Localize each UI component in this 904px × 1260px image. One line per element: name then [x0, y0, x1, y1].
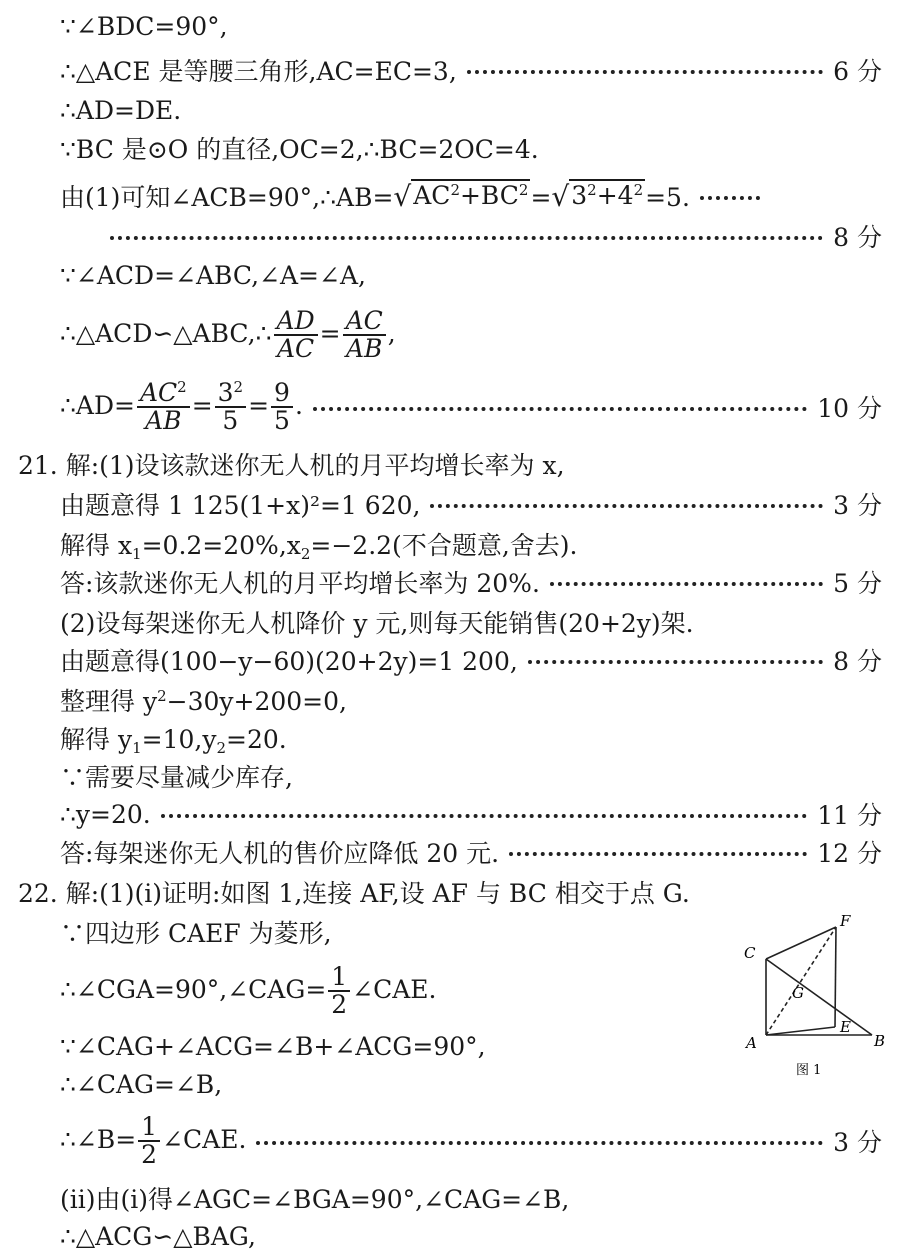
label-b: B: [874, 1032, 886, 1050]
fraction: $\frac{1}{2}$: [328, 964, 350, 1019]
q22-angle-b: [60, 1112, 882, 1170]
statement: ∴AD= $\frac{AC^2}{AB}$ = $\frac{3^2}{5}$ = $\frac{9}{5}$ .: [60, 377, 303, 435]
fraction: $\frac{1}{2}$: [138, 1114, 160, 1169]
line-ad-value: [60, 378, 882, 436]
q21-heading: [18, 444, 882, 484]
segment-ae: [766, 1027, 835, 1035]
statement: ∴y=20.: [60, 799, 151, 829]
fraction: $\frac{AC}{AB}$: [343, 308, 386, 363]
segment-cf: [766, 927, 836, 959]
sqrt-expression: √ $AC^2+BC^2$: [393, 180, 529, 213]
statement: ∴△ACG∽△BAG,: [60, 1221, 256, 1251]
q21-conclusion: [60, 794, 882, 834]
figure-1: [740, 912, 890, 1082]
q21-part2: [60, 602, 882, 642]
statement: 解得 $y_1=10,y_2=20$.: [60, 724, 287, 757]
q21-equation-2: [60, 640, 882, 680]
line-similar: [60, 306, 882, 364]
q21-solution-x: [60, 524, 882, 564]
fraction: $\frac{AC^2}{AB}$: [137, 380, 190, 435]
dot-leader: [509, 852, 807, 856]
q21-simplify: [60, 680, 882, 720]
fraction: $\frac{AD}{AC}$: [274, 308, 318, 363]
segment-cb: [766, 959, 872, 1035]
q22-similar: [60, 1216, 882, 1256]
statement: 答:每架迷你无人机的售价应降低 20 元.: [60, 839, 500, 868]
q21-solution-y: [60, 718, 882, 758]
statement: 21. 解:(1)设该款迷你无人机的月平均增长率为 x,: [18, 451, 565, 480]
line-ad-de: [60, 90, 882, 130]
statement: 由(1)可知∠ACB=90°,∴AB= √ $AC^2+BC^2$ = √ $3^2+4^2$ =5.: [60, 180, 690, 213]
statement: 答:该款迷你无人机的月平均增长率为 20%.: [60, 569, 540, 598]
dot-leader: [700, 196, 760, 200]
statement: 由题意得 1 125(1+x)²=1 620,: [60, 491, 421, 520]
line-ace-isosceles: [60, 50, 882, 90]
dot-leader: [256, 1141, 823, 1145]
line-bdc: [60, 6, 882, 46]
figure-caption: 图 1: [796, 1063, 822, 1078]
label-g: G: [792, 984, 804, 1002]
statement: ∴AD=DE.: [60, 95, 182, 125]
statement: ∵四边形 CAEF 为菱形,: [60, 919, 332, 948]
q21-equation: [60, 484, 882, 524]
label-f: F: [840, 912, 851, 930]
dot-leader: [550, 582, 823, 586]
q21-reason: [60, 756, 882, 796]
q22-angle-cga: [60, 962, 724, 1020]
line-angle-equal: [60, 255, 882, 295]
label-c: C: [744, 944, 756, 962]
dot-leader: [528, 660, 823, 664]
dot-leader: [467, 70, 823, 74]
score-mark: 11 分: [817, 801, 882, 830]
line-ab-sqrt: [60, 176, 882, 216]
statement: ∵∠ACD=∠ABC,∠A=∠A,: [60, 260, 366, 290]
q22-angle-sum: [60, 1026, 724, 1066]
q21-answer-1: [60, 562, 882, 602]
statement: ∴∠B= $\frac{1}{2}$ ∠CAE.: [60, 1111, 247, 1169]
statement: ∵BC 是⊙O 的直径,OC=2,∴BC=2OC=4.: [60, 135, 539, 164]
statement: 解得 $x_1=0.2=20\%,x_2=-2.2$(不合题意,舍去).: [60, 530, 578, 563]
line-bc-diameter: [60, 128, 882, 168]
label-a: A: [746, 1034, 757, 1052]
fraction: $\frac{9}{5}$: [271, 380, 293, 435]
score-mark: 3 分: [833, 1128, 882, 1157]
statement: ∴△ACD∽△ABC,∴ $\frac{AD}{AC}$ = $\frac{AC}{AB}$ ,: [60, 305, 396, 363]
score-mark: 3 分: [833, 491, 882, 520]
label-e: E: [840, 1018, 851, 1036]
dot-leader: [110, 236, 823, 240]
statement: 由题意得(100−y−60)(20+2y)=1 200,: [60, 647, 518, 676]
score-mark: 6 分: [833, 57, 882, 86]
statement: 整理得 $y^2-30y+200=0$,: [60, 687, 347, 716]
statement: ∵需要尽量减少库存,: [60, 763, 293, 792]
score-mark: 8 分: [833, 223, 882, 252]
statement: ∴△ACE 是等腰三角形,AC=EC=3,: [60, 57, 457, 86]
statement: 22. 解:(1)(ⅰ)证明:如图 1,连接 AF,设 AF 与 BC 相交于点 G.: [18, 879, 690, 908]
score-mark: 12 分: [817, 839, 882, 868]
statement: ∴∠CGA=90°,∠CAG= $\frac{1}{2}$ ∠CAE.: [60, 961, 437, 1019]
dot-leader: [161, 814, 807, 818]
segment-fe: [835, 927, 836, 1027]
dot-leader: [313, 407, 807, 411]
statement: (ⅱ)由(ⅰ)得∠AGC=∠BGA=90°,∠CAG=∠B,: [60, 1185, 570, 1214]
line-score-8: [110, 216, 882, 256]
statement: ∵∠BDC=90°,: [60, 11, 228, 41]
statement: ∵∠CAG+∠ACG=∠B+∠ACG=90°,: [60, 1031, 486, 1061]
dot-leader: [430, 504, 823, 508]
sqrt-expression: √ $3^2+4^2$: [551, 180, 644, 213]
q22-heading: [18, 872, 882, 912]
score-mark: 8 分: [833, 647, 882, 676]
q22-part-ii: [60, 1178, 882, 1218]
statement: ∴∠CAG=∠B,: [60, 1069, 223, 1099]
score-mark: 10 分: [817, 394, 882, 423]
fraction: $\frac{3^2}{5}$: [215, 380, 246, 435]
q21-answer-2: [60, 832, 882, 872]
statement: (2)设每架迷你无人机降价 y 元,则每天能销售(20+2y)架.: [60, 609, 694, 638]
score-mark: 5 分: [833, 569, 882, 598]
